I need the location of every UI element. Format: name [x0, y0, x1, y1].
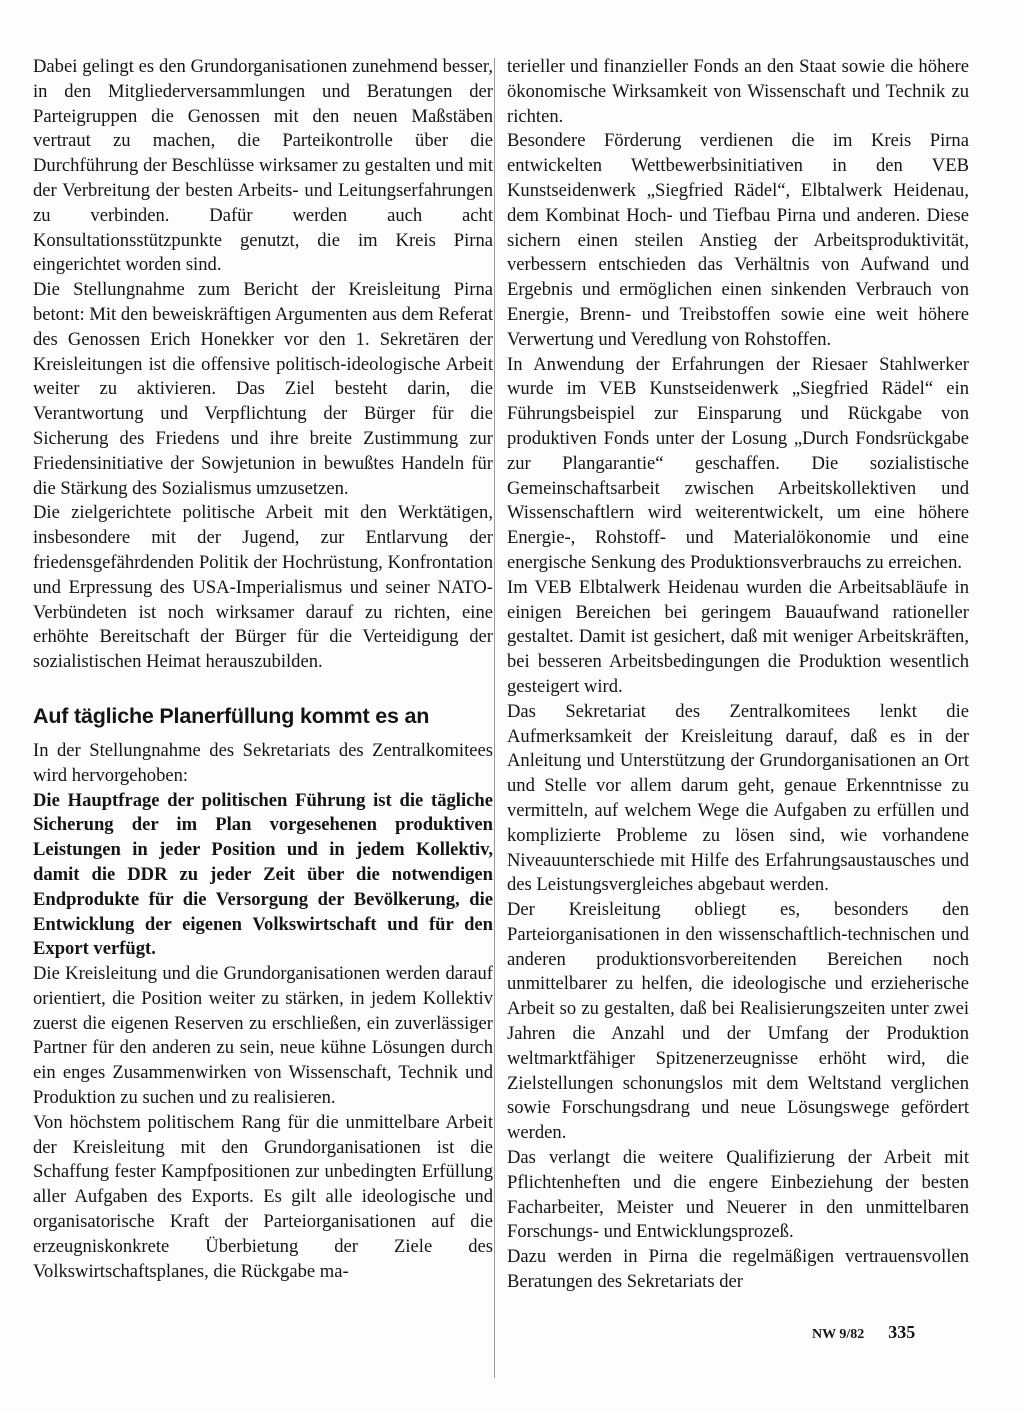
- paragraph: terieller und finanzieller Fonds an den Staat sowie die höhere ökonomische Wirksamkeit von Wissenschaft und Technik zu richten.: [507, 56, 969, 127]
- paragraph: Im VEB Elbtalwerk Heidenau wurden die Arbeitsabläufe in einigen Bereichen bei geringem Bauaufwand rationeller gestaltet. Damit ist gesichert, daß mit weniger Arbeitskräften, bei besseren Arbeitsbedingungen die Produktion wesentlich gesteigert wird.: [507, 576, 969, 697]
- paragraph: Die zielgerichtete politische Arbeit mit den Werktätigen, insbesondere mit der Jugend, zur Entlarvung der friedensgefährdenden Politik der Hochrüstung, Konfrontation und Erpressung des USA-Imperialismus und seiner NATO-Verbündeten ist noch wirksamer darauf zu richten, eine erhöhte Bereitschaft der Bürger für die Verteidigung der sozialistischen Heimat herauszubilden.: [33, 502, 493, 673]
- left-column: [33, 55, 493, 1284]
- column-rule: [494, 58, 495, 1378]
- section-heading: Auf tägliche Planerfüllung kommt es an: [33, 703, 430, 728]
- paragraph: Das Sekretariat des Zentralkomitees lenkt die Aufmerksamkeit der Kreisleitung darauf, daß es in der Anleitung und Unterstützung der Grundorganisationen an Ort und Stelle vor allem darum geht, genaue Erkenntnisse zu vermitteln, auf welchem Wege die Aufgaben zu erfüllen und komplizierte Probleme zu lösen sind, wie vorhandene Niveauunterschiede mit Hilfe des Erfahrungsaustausches und des Leistungsvergleiches abgebaut werden.: [507, 700, 969, 896]
- paragraph: Das verlangt die weitere Qualifizierung der Arbeit mit Pflichtenheften und die engere Einbeziehung der besten Facharbeiter, Meister und Neuerer in den unmittelbaren Forschungs- und Entwicklungsprozeß.: [507, 1147, 969, 1243]
- issue-label: NW 9/82: [812, 1327, 865, 1342]
- paragraph: Der Kreisleitung obliegt es, besonders den Parteiorganisationen in den wissenschaftlich-technischen und anderen produktionsvorbereitenden Bereichen noch unmittelbarer zu helfen, die ideologische und erzieherische Arbeit so zu gestalten, daß bei Realisierungszeiten unter zwei Jahren die Anzahl und der Umfang der Produktion weltmarktfähiger Spitzenerzeugnisse erhöht wird, die Zielstellungen schonungslos mit dem Weltstand verglichen sowie Forschungsdrang und neue Lösungswege gefördert werden.: [507, 899, 969, 1144]
- page-footer: [812, 1322, 915, 1343]
- paragraph: Die Stellungnahme zum Bericht der Kreisleitung Pirna betont: Mit den beweiskräftigen Argumenten aus dem Referat des Genossen Erich Honekker vor den 1. Sekretären der Kreisleitungen ist die offensive politisch-ideologische Arbeit weiter zu aktivieren. Das Ziel besteht darin, die Verantwortung und Verpflichtung der Bürger für die Sicherung des Friedens und ihre breite Zustimmung zur Friedensinitiative der Sowjetunion in bewußtes Handeln für die Stärkung des Sozialismus umzusetzen.: [33, 279, 493, 499]
- page-number: 335: [888, 1322, 916, 1342]
- paragraph: Dazu werden in Pirna die regelmäßigen vertrauensvollen Beratungen des Sekretariats der: [507, 1246, 969, 1293]
- bold-paragraph: Die Hauptfrage der politischen Führung ist die tägliche Sicherung der im Plan vorgesehenen produktiven Leistungen in jeder Position und in jedem Kollektiv, damit die DDR zu jeder Zeit über die notwendigen Endprodukte für die Versorgung der Bevölkerung, die Entwicklung der eigenen Volkswirtschaft und für den Export verfügt.: [33, 789, 493, 960]
- paragraph: Die Kreisleitung und die Grundorganisationen werden darauf orientiert, die Position weiter zu stärken, in jedem Kollektiv zuerst die eigenen Reserven zu erschließen, ein zuverlässiger Partner für den anderen zu sein, neue kühne Lösungen durch ein enges Zusammenwirken von Wissenschaft, Technik und Produktion zu suchen und zu realisieren.: [33, 963, 493, 1109]
- paragraph: Von höchstem politischem Rang für die unmittelbare Arbeit der Kreisleitung mit den Grundorganisationen ist die Schaffung fester Kampfpositionen zur unbedingten Erfüllung aller Aufgaben des Exports. Es gilt alle ideologische und organisatorische Kraft der Parteiorganisationen auf die erzeugniskonkrete Überbietung der Ziele des Volkswirtschaftsplanes, die Rückgabe ma-: [33, 1111, 493, 1282]
- right-column: [507, 55, 969, 1295]
- paragraph: Besondere Förderung verdienen die im Kreis Pirna entwickelten Wettbewerbsinitiativen in den VEB Kunstseidenwerk „Siegfried Rädel“, Elbtalwerk Heidenau, dem Kombinat Hoch- und Tiefbau Pirna und anderen. Diese sichern einen steilen Anstieg der Arbeitsproduktivität, verbessern entschieden das Verhältnis von Aufwand und Ergebnis und ermöglichen einen sinkenden Verbrauch von Energie, Brenn- und Treibstoffen sowie eine weit höhere Verwertung und Veredlung von Rohstoffen.: [507, 130, 969, 350]
- paragraph: In Anwendung der Erfahrungen der Riesaer Stahlwerker wurde im VEB Kunstseidenwerk „Siegfried Rädel“ ein Führungsbeispiel zur Einsparung und Rückgabe von produktiven Fonds unter der Losung „Durch Fondsrückgabe zur Plangarantie“ geschaffen. Die sozialistische Gemeinschaftsarbeit zwischen Arbeitskollektiven und Wissenschaftlern wird weiterentwickelt, um eine höhere Energie-, Rohstoff- und Materialökonomie und eine energische Senkung des Produktionsverbrauchs zu erreichen.: [507, 353, 969, 573]
- paragraph: Dabei gelingt es den Grundorganisationen zunehmend besser, in den Mitgliederversammlungen und Beratungen der Parteigruppen die Genossen mit den neuen Maßstäben vertraut zu machen, die Parteikontrolle über die Durchführung der Beschlüsse wirksamer zu gestalten und mit der Verbreitung der besten Arbeits- und Leitungserfahrungen zu verbinden. Dafür werden auch acht Konsultationsstützpunkte genutzt, die im Kreis Pirna eingerichtet worden sind.: [33, 56, 493, 276]
- paragraph: In der Stellungnahme des Sekretariats des Zentralkomitees wird hervorgehoben:: [33, 739, 493, 786]
